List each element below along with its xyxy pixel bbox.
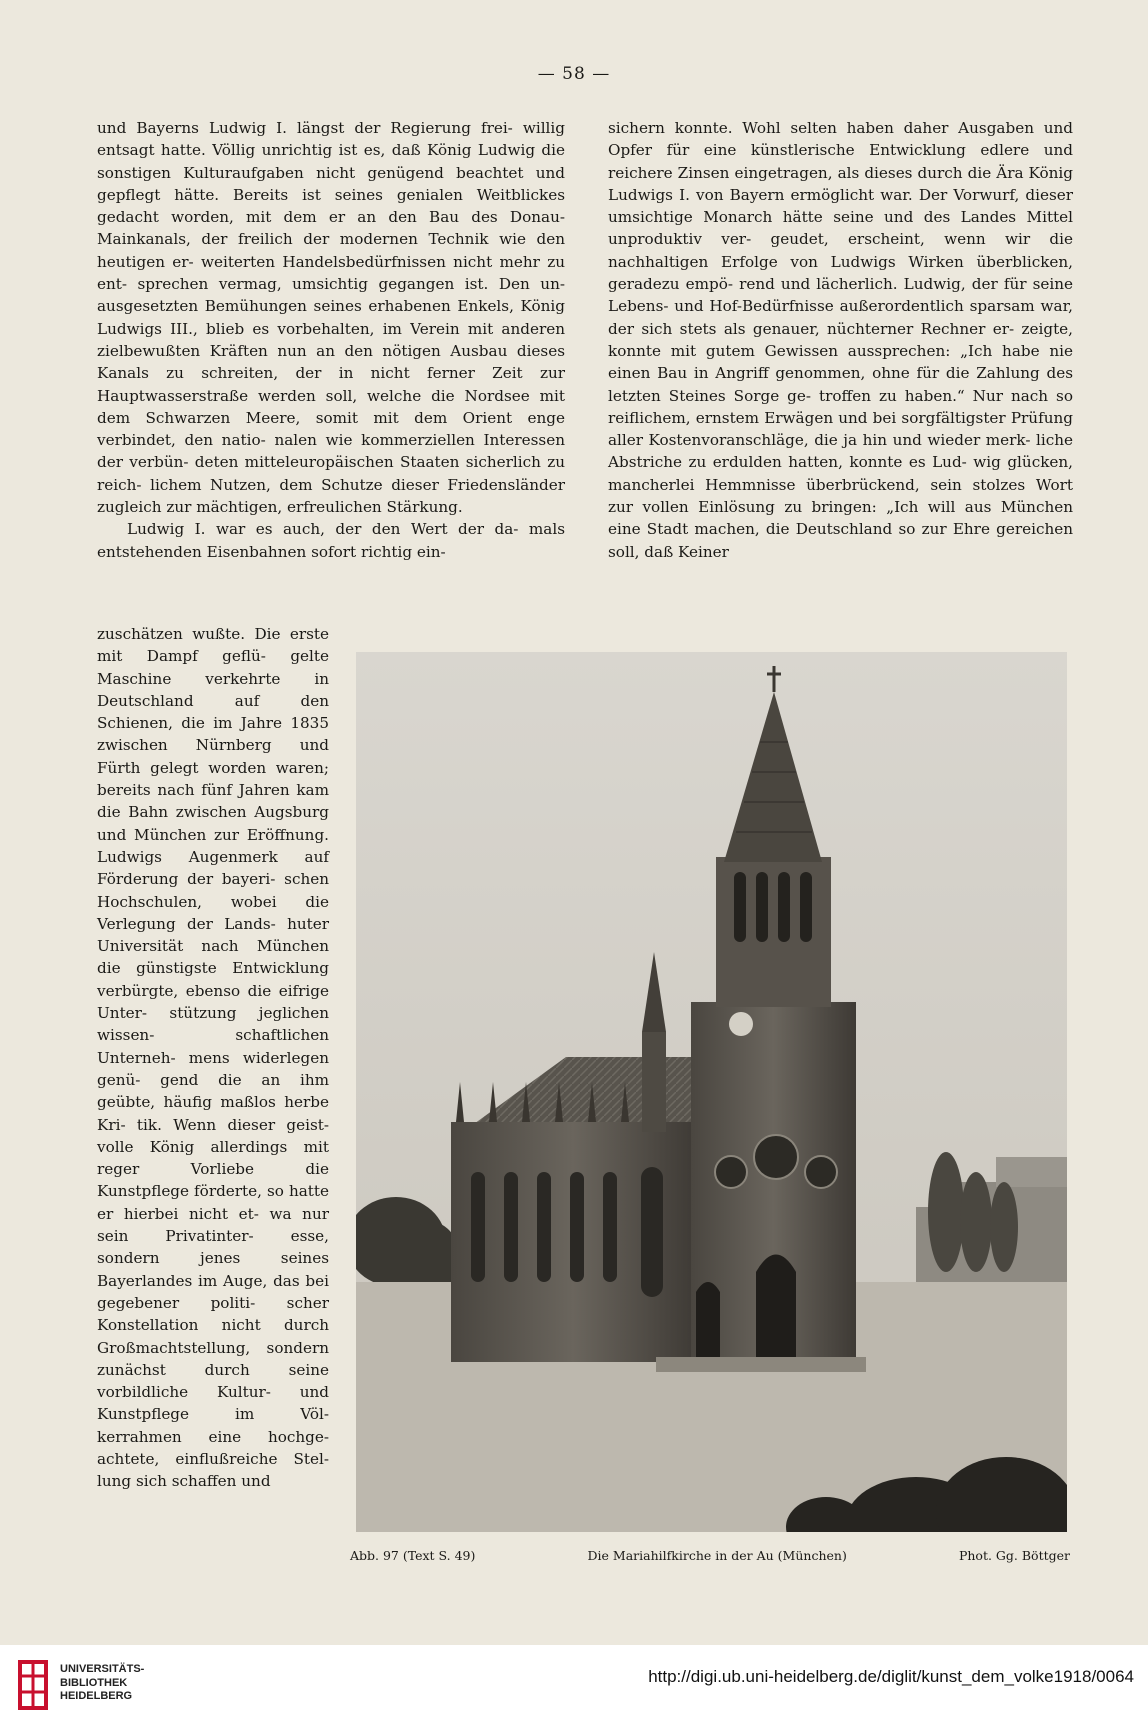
paragraph-kanal: und Bayerns Ludwig I. längst der Regierung frei- willig entsagt hatte. Völlig unrichtig ist es, daß König Ludwig die sonstigen Kulturaufgaben nicht genügend beachtet und gepflegt hätte. Bereits ist seines genialen Weitblickes gedacht worden, mit dem er an den Bau des Donau-Mainkanals, der freilich der modernen Technik wie den heutigen er- weiterten Handelsbedürfnissen nicht mehr zu ent- sprechen vermag, umsichtig gegangen ist. Den un- ausgesetzten Bemühungen seines erhabenen Enkels, König Ludwigs III., blieb es vorbehalten, im Verein mit anderen zielbewußten Kräften nun an den nötigen Ausbau dieses Kanals zu schreiten, der in nicht ferner Zeit zur Hauptwasserstraße werden soll, welche die Nordsee mit dem Schwarzen Meere, somit mit dem Orient enge verbindet, den natio- nalen wie kommerziellen Interessen der verbün- deten mitteleuropäischen Staaten sicherlich zu reich- lichem Nutzen, dem Schutze dieser Friedensländer zugleich zur mächtigen, erfreulichen Stärkung. <box>97 119 565 517</box>
paragraph-ausgaben: sichern konnte. Wohl selten haben daher Ausgaben und Opfer für eine künstlerische Entwicklung edlere und reichere Zinsen eingetragen, als dieses durch die Ära König Ludwigs I. von Bayern ermöglicht war. Der Vorwurf, dieser umsichtige Monarch hätte seine und des Landes Mittel unproduktiv ver- geudet, erscheint, wenn wir die nachhaltigen Erfolge von Ludwigs Wirken überblicken, geradezu empö- rend und lächerlich. Ludwig, der für seine Lebens- und Hof-Bedürfnisse außerordentlich sparsam war, der sich stets als genauer, nüchterner Rechner er- zeigte, konnte mit gutem Gewissen aussprechen: „Ich habe nie einen Bau in Angriff genommen, ohne für die Zahlung des letzten Steines Sorge ge- troffen zu haben.“ Nur nach so reiflichem, ernstem Erwägen und bei sorgfältigster Prüfung aller Kostenvoranschläge, die ja hin und wieder merk- liche Abstriche zu erdulden hatten, konnte es Lud- wig glücken, mancherlei Hemmnisse überbrückend, sein stolzes Wort zur vollen Einlösung zu bringen: „Ich will aus München eine Stadt machen, die Deutschland so zur Ehre gereichen soll, daß Keiner <box>608 119 1073 561</box>
university-name-line2: BIBLIOTHEK <box>60 1676 128 1689</box>
right-column <box>608 117 1073 563</box>
university-name <box>60 1663 144 1704</box>
tower-belfry <box>716 857 831 1007</box>
page-number: — 58 — <box>537 64 611 84</box>
paragraph-eisenbahn-continued: zuschätzen wußte. Die erste mit Dampf geflü- gelte Maschine verkehrte in Deutschland auf den Schienen, die im Jahre 1835 zwischen Nürnberg und Fürth gelegt worden waren; bereits nach fünf Jahren kam die Bahn zwischen Augsburg und München zur Eröffnung. Ludwigs Augenmerk auf Förderung der bayeri- schen Hochschulen, wobei die Verlegung der Lands- huter Universität nach München die günstigste Entwicklung verbürgte, ebenso die eifrige Unter- stützung jeglichen wissen- schaftlichen Unterneh- mens widerlegen genü- gend die an ihm geübte, häufig maßlos herbe Kri- tik. Wenn dieser geist- volle König allerdings mit reger Vorliebe die Kunstpflege förderte, so hatte er hierbei nicht et- wa nur sein Privatinter- esse, sondern jenes seines Bayerlandes im Auge, das bei gegebener politi- scher Konstellation nicht durch Großmachtstellung, sondern zunächst durch seine vorbildliche Kultur- und Kunstpflege im Völ- kerrahmen eine hochge- achtete, einflußreiche Stel- lung sich schaffen und <box>97 625 329 1491</box>
footer-bar <box>0 1645 1148 1725</box>
mariahilfkirche-illustration <box>356 652 1067 1532</box>
side-portal <box>696 1282 720 1362</box>
main-portal <box>756 1255 796 1363</box>
university-logo-icon[interactable] <box>12 1658 54 1716</box>
university-name-line1: UNIVERSITÄTS- <box>60 1663 145 1675</box>
left-column-top <box>97 117 565 563</box>
university-name-line3: HEIDELBERG <box>60 1690 133 1702</box>
figure-title: Die Mariahilfkirche in der Au (München) <box>587 1548 847 1563</box>
side-turret <box>642 1032 666 1132</box>
clock-face <box>729 1012 753 1036</box>
left-column-narrow <box>97 623 329 1493</box>
figure-credit: Phot. Gg. Böttger <box>958 1548 1070 1563</box>
church-photograph <box>356 652 1067 1532</box>
source-url[interactable]: http://digi.ub.uni-heidelberg.de/diglit/kunst_dem_volke1918/0064 <box>648 1667 1134 1686</box>
figure-label: Abb. 97 (Text S. 49) <box>350 1548 476 1563</box>
figure-caption <box>350 1548 1070 1563</box>
church-steps <box>656 1357 866 1372</box>
paragraph-eisenbahn-start: Ludwig I. war es auch, der den Wert der da- mals entstehenden Eisenbahnen sofort richtig ein- <box>97 520 565 561</box>
